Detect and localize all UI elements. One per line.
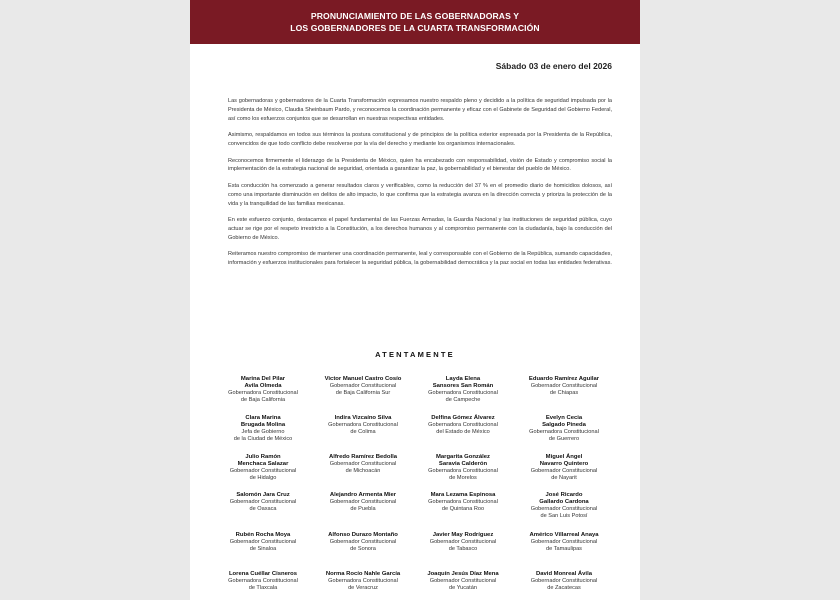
- signatory-name: Salomón Jara Cruz: [236, 492, 290, 498]
- signatory-role: de Quintana Roo: [441, 506, 485, 513]
- signatory-role: Gobernadora Constitucional: [328, 422, 398, 429]
- signatory-role: Gobernadora Constitucional: [428, 422, 498, 429]
- signatory-role: de Guerrero: [548, 436, 580, 443]
- signatory-name: Delfina Gómez Álvarez: [431, 415, 495, 421]
- signatory: [513, 376, 615, 397]
- signatory-role: de Chiapas: [549, 390, 579, 397]
- signatory-name: Margarita González: [435, 454, 490, 460]
- signatory-role: Gobernador Constitucional: [530, 578, 598, 585]
- signatory-role: Gobernador Constitucional: [530, 539, 598, 546]
- signatory-role: Gobernador Constitucional: [530, 468, 598, 475]
- signatory: [513, 532, 615, 553]
- signatory-role: de Tlaxcala: [248, 585, 278, 592]
- document-date: Sábado 03 de enero del 2026: [495, 61, 612, 71]
- signatory-role: Gobernador Constitucional: [329, 499, 397, 506]
- paragraph: Reconocemos firmemente el liderazgo de la Presidenta de México, quien ha encabezado con responsabilidad, visión de Estado y compromiso social la implementación de la estrategia nacional de seguridad, orientada a garantizar la paz, la gobernabilidad y el bienestar del pueblo de México.: [228, 157, 612, 173]
- signatory-role: Gobernador Constitucional: [329, 539, 397, 546]
- signatory-role: de Morelos: [449, 475, 477, 482]
- signatory-role: Gobernadora Constitucional: [428, 468, 498, 475]
- signatory-role: de Baja California Sur: [335, 390, 391, 397]
- signatory-role: Gobernadora Constitucional: [529, 429, 599, 436]
- signatory-role: Gobernadora Constitucional: [228, 390, 298, 397]
- signatory-role: de Tamaulipas: [546, 546, 582, 553]
- signatory: [412, 376, 514, 404]
- paragraph: Asimismo, respaldamos en todos sus términos la postura constitucional y de principios de la política exterior expresada por la Presidenta de la República, convencidos de que todo conflicto debe resolverse por la vía del derecho y mediante los organismos internacionales.: [228, 132, 612, 148]
- signatory-name: David Monreal Ávila: [536, 571, 592, 577]
- signatory-role: Gobernador Constitucional: [229, 539, 297, 546]
- signatory-role: de Sinaloa: [249, 546, 277, 553]
- signatory-role: de Michoacán: [345, 468, 381, 475]
- signatory: [312, 454, 414, 475]
- signatory-role: de Hidalgo: [249, 475, 277, 482]
- signatory: [312, 492, 414, 513]
- signatory: [412, 532, 514, 553]
- signatory-name: Eduardo Ramírez Aguilar: [528, 376, 600, 382]
- signatory: [312, 532, 414, 553]
- signatory: [412, 415, 514, 436]
- signatory-name: Joaquín Jesús Díaz Mena: [427, 571, 499, 577]
- signatories-grid: [210, 376, 620, 598]
- signatory-role: de Colima: [350, 429, 376, 436]
- signatory-name: José Ricardo: [545, 492, 583, 498]
- signatory: [212, 376, 314, 404]
- signatory-name: Saravia Calderón: [438, 461, 488, 468]
- signatory-name: Julio Ramón: [245, 454, 281, 460]
- signatory-name: Miguel Ángel: [545, 454, 583, 460]
- paragraph: Reiteramos nuestro compromiso de mantener una coordinación permanente, leal y corresponsable con el Gobierno de la República, sumando capacidades, información y esfuerzos institucionales para fortalecer la seguridad pública, la gobernabilidad democrática y la paz social en todas las entidades federativas.: [228, 251, 612, 267]
- signatory-name: Navarro Quintero: [539, 461, 589, 468]
- paragraph: Las gobernadoras y gobernadores de la Cuarta Transformación expresamos nuestro respaldo pleno y decidido a la política de seguridad impulsada por la Presidenta de México, Claudia Sheinbaum Pardo, y reconocemos la coordinación permanente y eficaz con el Gabinete de Seguridad del Gobierno Federal, así como los esfuerzos conjuntos que se desarrollan en nuestras respectivas entidades.: [228, 98, 612, 122]
- signatory: [513, 492, 615, 520]
- signatory-role: Gobernadora Constitucional: [228, 578, 298, 585]
- signatory-role: Gobernador Constitucional: [329, 461, 397, 468]
- signatory-name: Brugada Molina: [240, 422, 286, 429]
- signatory-role: Gobernadora Constitucional: [428, 390, 498, 397]
- closing-salutation: ATENTAMENTE: [375, 350, 455, 359]
- signatory: [312, 571, 414, 592]
- signatory-name: Alfredo Ramírez Bedolla: [328, 454, 398, 460]
- signatory: [412, 571, 514, 592]
- signatory-name: Clara Marina: [245, 415, 281, 421]
- signatory-name: Américo Villarreal Anaya: [529, 532, 599, 538]
- signatory: [212, 571, 314, 592]
- document-page: [190, 0, 640, 600]
- signatory-name: Lorena Cuéllar Cisneros: [228, 571, 298, 577]
- signatory: [513, 454, 615, 482]
- signatory-role: Gobernador Constitucional: [329, 383, 397, 390]
- title-line-1: PRONUNCIAMIENTO DE LAS GOBERNADORAS Y: [310, 11, 520, 21]
- signatory-name: Javier May Rodríguez: [432, 532, 494, 538]
- signatory-name: Menchaca Salazar: [237, 461, 289, 468]
- signatory-role: de Veracruz: [348, 585, 378, 592]
- signatory-role: Jefa de Gobierno: [241, 429, 285, 436]
- signatory-role: Gobernadora Constitucional: [428, 499, 498, 506]
- signatory-role: del Estado de México: [436, 429, 490, 436]
- signatory: [312, 415, 414, 436]
- signatory-role: Gobernador Constitucional: [229, 468, 297, 475]
- signatory-name: Salgado Pineda: [542, 422, 586, 429]
- signatory: [412, 492, 514, 513]
- signatory-role: de Sonora: [350, 546, 376, 553]
- signatory-role: Gobernador Constitucional: [530, 383, 598, 390]
- signatory-name: Rubén Rocha Moya: [235, 532, 291, 538]
- signatory-role: Gobernador Constitucional: [429, 539, 497, 546]
- signatory-role: Gobernador Constitucional: [229, 499, 297, 506]
- signatory-name: Layda Elena: [445, 376, 481, 382]
- signatory-role: de Campeche: [445, 397, 481, 404]
- signatory-name: Evelyn Cecia: [545, 415, 583, 421]
- title-line-2: LOS GOBERNADORES DE LA CUARTA TRANSFORMACIÓN: [290, 23, 540, 33]
- signatory-role: de Zacatecas: [547, 585, 581, 592]
- signatory: [212, 532, 314, 553]
- signatory: [212, 415, 314, 443]
- signatory-name: Gallardo Cardona: [539, 499, 589, 506]
- signatory-role: de Yucatán: [449, 585, 477, 592]
- statement-body: [228, 97, 612, 276]
- signatory-name: Avila Olmeda: [244, 383, 282, 390]
- signatory: [312, 376, 414, 397]
- signatory-name: Mara Lezama Espinosa: [430, 492, 496, 498]
- signatory-name: Marina Del Pilar: [240, 376, 286, 382]
- signatory: [412, 454, 514, 482]
- signatory-role: de San Luis Potosí: [540, 513, 588, 520]
- signatory-role: de Tabasco: [448, 546, 478, 553]
- signatory-role: de Nayarit: [551, 475, 577, 482]
- signatory-role: de Baja California: [240, 397, 286, 404]
- signatory-role: de la Ciudad de México: [233, 436, 293, 443]
- signatory-name: Victor Manuel Castro Cosío: [324, 376, 402, 382]
- signatory: [212, 492, 314, 513]
- signatory-role: de Oaxaca: [249, 506, 277, 513]
- signatory-name: Norma Rocío Nahle García: [325, 571, 401, 577]
- paragraph: Esta conducción ha comenzado a generar resultados claros y verificables, como la reducción del 37 % en el promedio diario de homicidios dolosos, así como una importante disminución en delitos de alto impacto, lo que confirma que la estrategia avanza en la dirección correcta y prioriza la protección de la vida y la tranquilidad de las familias mexicanas.: [228, 182, 612, 207]
- signatory-role: de Puebla: [350, 506, 376, 513]
- signatory-role: Gobernador Constitucional: [530, 506, 598, 513]
- signatory-name: Alfonso Durazo Montaño: [328, 532, 398, 538]
- signatory-name: Alejandro Armenta Mier: [329, 492, 397, 498]
- signatory-name: Sansores San Román: [432, 383, 494, 390]
- signatory-role: Gobernadora Constitucional: [328, 578, 398, 585]
- signatory: [513, 571, 615, 592]
- title-banner: [190, 0, 640, 44]
- signatory-name: Indira Vizcaíno Silva: [334, 415, 392, 421]
- paragraph: En este esfuerzo conjunto, destacamos el papel fundamental de las Fuerzas Armadas, la Guardia Nacional y las instituciones de seguridad pública, cuyo actuar se rige por el respeto irrestricto a la Constitución, a los derechos humanos y al compromiso permanente con la ciudadanía, bajo la conducción del Gobierno de México.: [228, 217, 612, 241]
- signatory-role: Gobernador Constitucional: [429, 578, 497, 585]
- signatory: [212, 454, 314, 482]
- signatory: [513, 415, 615, 443]
